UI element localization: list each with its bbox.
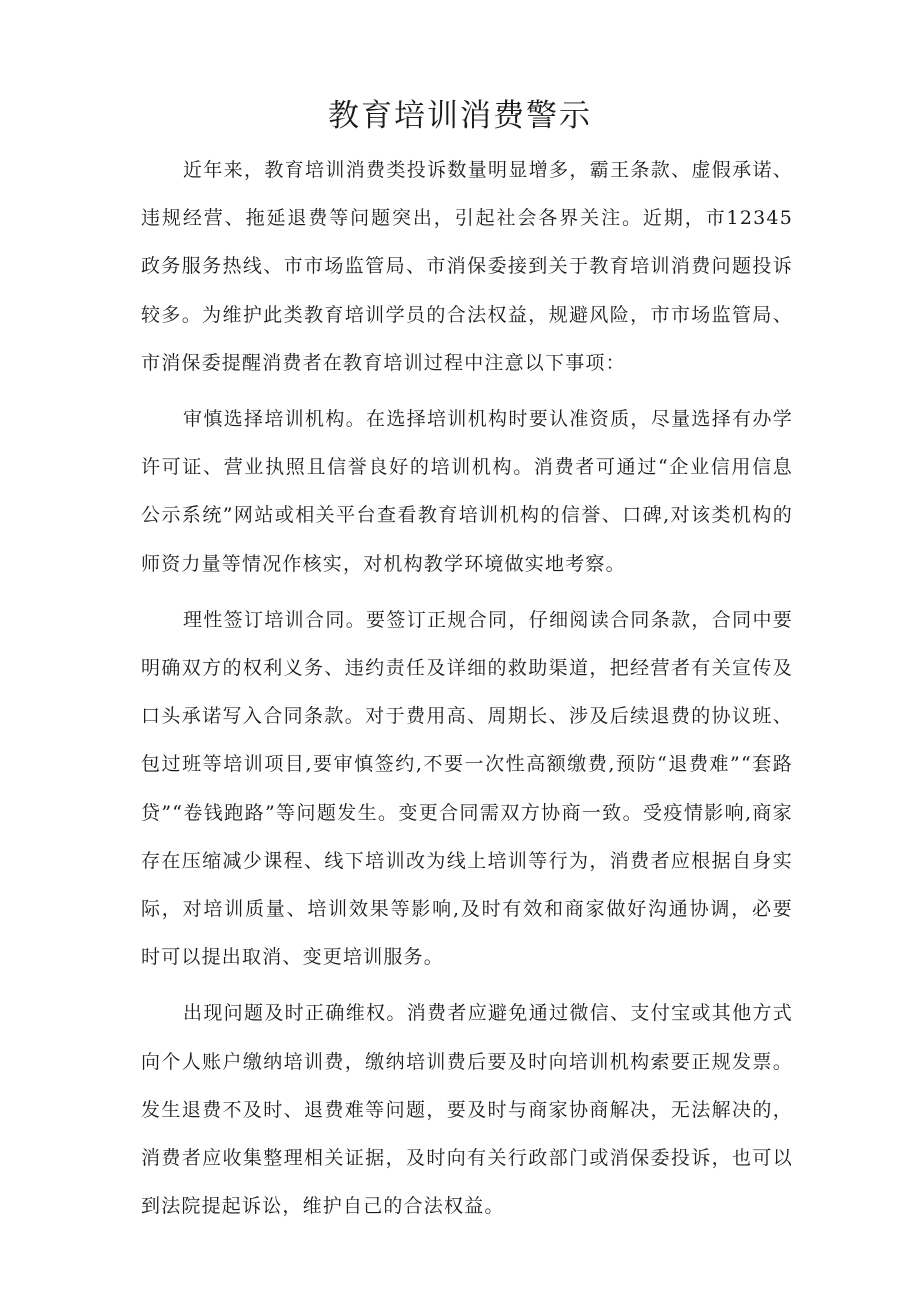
paragraph-rights-protection: 出现问题及时正确维权。消费者应避免通过微信、支付宝或其他方式向个人账户缴纳培训费，缴纳培训费后要及时向培训机构索要正规发票。发生退费不及时、退费难等问题，要及时与商家协商解决，无法解决的，消费者应收集整理相关证据，及时向有关行政部门或消保委投诉，也可以到法院提起诉讼，维护自己的合法权益。 (141, 1002, 793, 1218)
paragraph-intro: 近年来，教育培训消费类投诉数量明显增多，霸王条款、虚假承诺、违规经营、拖延退费等问题突出，引起社会各界关注。近期，市12345政务服务热线、市市场监管局、市消保委接到关于教育培训消费问题投诉较多。为维护此类教育培训学员的合法权益，规避风险，市市场监管局、市消保委提醒消费者在教育培训过程中注意以下事项： (141, 159, 793, 374)
paragraph-sign-contract: 理性签订培训合同。要签订正规合同，仔细阅读合同条款，合同中要明确双方的权利义务、违约责任及详细的救助渠道，把经营者有关宣传及口头承诺写入合同条款。对于费用高、周期长、涉及后续退费的协议班、包过班等培训项目,要审慎签约,不要一次性高额缴费,预防“退费难”“套路贷”“卷钱跑路”等问题发生。变更合同需双方协商一致。受疫情影响,商家存在压缩减少课程、线下培训改为线上培训等行为，消费者应根据自身实际，对培训质量、培训效果等影响,及时有效和商家做好沟通协调，必要时可以提出取消、变更培训服务。 (141, 608, 793, 969)
document-body (141, 146, 793, 1238)
paragraph-choose-institution: 审慎选择培训机构。在选择培训机构时要认准资质，尽量选择有办学许可证、营业执照且信誉良好的培训机构。消费者可通过“企业信用信息公示系统”网站或相关平台查看教育培训机构的信誉、口碑,对该类机构的师资力量等情况作核实，对机构教学环境做实地考察。 (141, 408, 793, 575)
document-title: 教育培训消费警示 (328, 98, 592, 134)
